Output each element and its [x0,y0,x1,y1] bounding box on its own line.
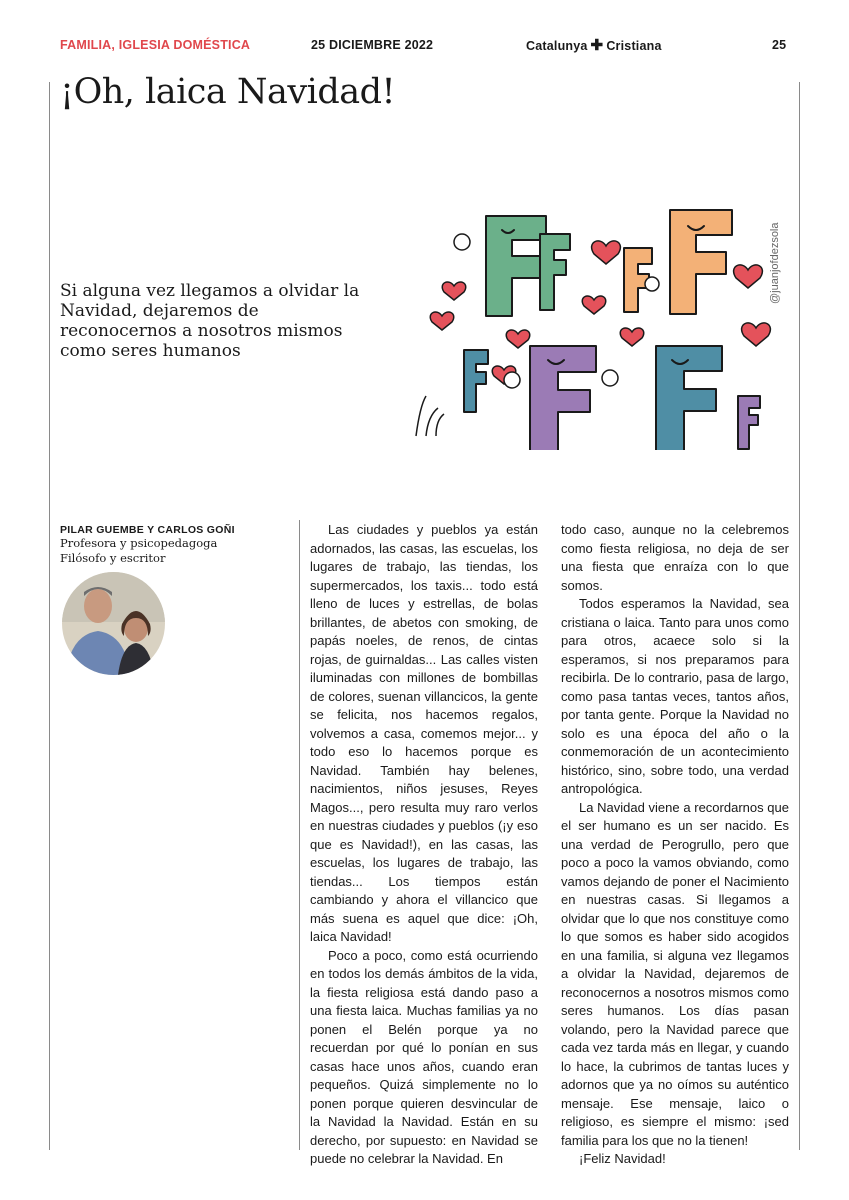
section-label: FAMILIA, IGLESIA DOMÉSTICA [60,38,251,52]
byline [60,524,290,566]
illustration-credit: @juanjofdezsola [769,222,781,304]
issue-date: 25 DICIEMBRE 2022 [311,38,434,52]
author-names: PILAR GUEMBE Y CARLOS GOÑI [60,524,235,536]
paragraph: La Navidad viene a recordarnos que el ser humano es un ser nacido. Es una verdad de Perogrullo, pero que poco a poco la vamos obviando, como vamos dejando de poner el Nacimiento en nuestras casas. Si llegamos a olvidar que lo que nos constituye como lo que somos es haber sido acogidos en una familia, si alguna vez llegamos a olvidar la Navidad, dejaremos de reconocernos a nosotros mismos como seres humanos. Los días pasan volando, pero la Navidad parece que cada vez tarda más en llegar, y cuando lo hace, la cubrimos de tantas luces y adornos que ya no oímos su auténtico mensaje. Ese mensaje, laico o religioso, es siempre el mismo: ¡sed familia para los que no la tienen! [561,799,789,1148]
left-rule [49,82,50,1150]
paragraph: Todos esperamos la Navidad, sea cristiana o laica. Tanto para unos como para otros, acaece solo si la esperamos, si nos preparamos para recibirla. De lo contrario, pasa de largo, como pasa tantas veces, tantos años, por tanta gente. Porque la Navidad no solo es una época del año o la conmemoración de un acontecimiento histórico, sino, sobre todo, una verdad antropológica. [561,596,789,796]
column-rule [299,520,300,1150]
paragraph: todo caso, aunque no la celebremos como fiesta religiosa, no deja de ser una fiesta que enraíza con lo que somos. [561,522,789,593]
article-column-1 [310,521,538,1169]
cross-icon: ✚ [590,37,604,54]
closing-line: ¡Feliz Navidad! [579,1151,666,1166]
author-role-2: Filósofo y escritor [60,551,166,565]
brand-name-right: Cristiana [606,38,662,53]
article-lede: Si alguna vez llegamos a olvidar la Navidad, dejaremos de reconocernos a nosotros mismos como seres humanos [60,281,360,361]
paragraph: Las ciudades y pueblos ya están adornados, las casas, las escuelas, los lugares de trabajo, las tiendas, los supermercados, los taxis... todo está lleno de luces y estrellas, de bolas brillantes, de abetos con smoking, de papás noeles, de renos, de cintas rojas, de guirnaldas... Las calles visten iluminadas con millones de bombillas de colores, suenan villancicos, la gente se felicita, nos hacemos regalos, volvemos a casa, comemos mejor... y todo eso lo hacemos porque es Navidad. También hay belenes, nacimientos, niños jesuses, Reyes Magos..., pero resulta muy raro verlos en nuestras ciudades y pueblos (¡y eso que es Navidad!), en las casas, las escuelas, los lugares de trabajo, las tiendas... Los tiempos están cambiando y ahora el villancico que más suena es aquel que dice: ¡Oh, laica Navidad! [310,522,538,944]
paragraph: Poco a poco, como está ocurriendo en todos los demás ámbitos de la vida, la fiesta religiosa está dando paso a una fiesta laica. Muchas familias ya no ponen el Belén porque ya no recuerdan por qué lo ponían en sus casas hace unos años, cuando eran pequeños. Quizá simplemente no lo ponen porque quieren desvincular de la Navidad la Navidad. Están en su derecho, por supuesto: en Navidad se puede no celebrar la Navidad. En [310,947,538,1166]
article-title: ¡Oh, laica Navidad! [60,72,396,112]
page-number: 25 [772,38,787,52]
author-photo [62,572,165,675]
author-role-1: Profesora y psicopedagoga [60,536,218,550]
green-letters [486,216,570,316]
grass-icon [416,396,444,436]
article-column-2 [561,521,789,1169]
brand-name-left: Catalunya [526,38,588,53]
publication-brand [526,38,662,53]
purple-letters [530,346,760,450]
family-illustration [408,200,800,450]
orange-letters [624,210,732,314]
